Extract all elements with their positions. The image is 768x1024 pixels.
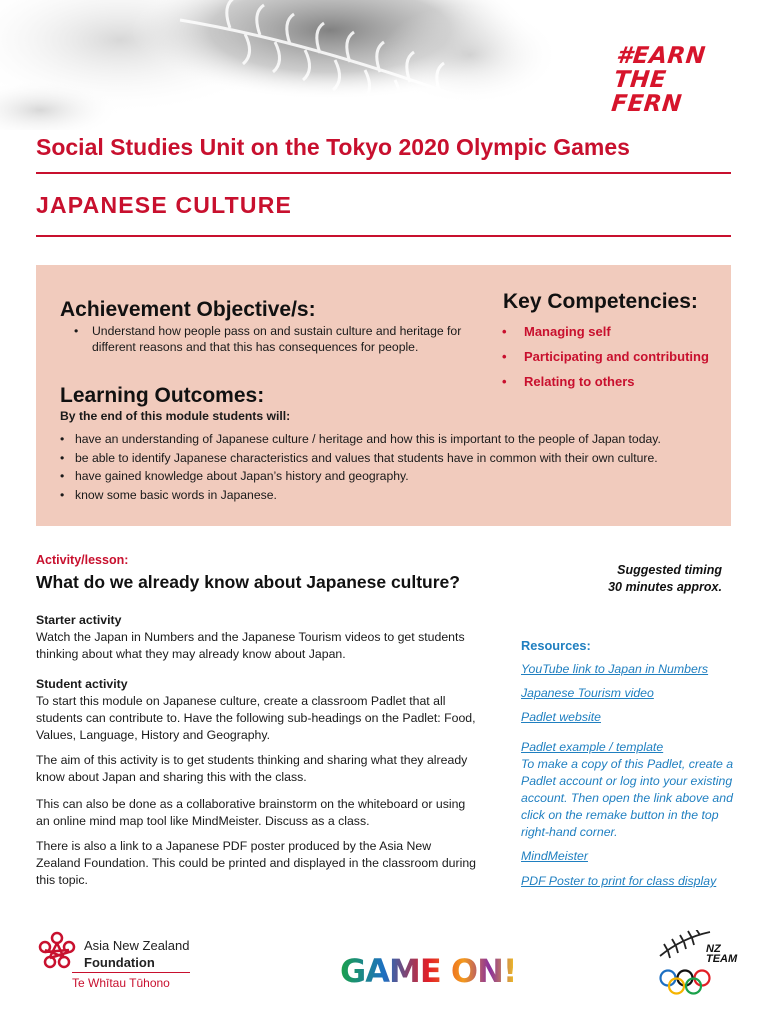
nz-team-line2: TEAM — [706, 953, 738, 965]
student-section — [36, 676, 476, 744]
timing-label: Suggested timing — [617, 563, 722, 577]
japan-in-numbers-link[interactable]: YouTube link to Japan in Numbers — [521, 662, 709, 676]
objectives-heading: Achievement Objective/s: — [60, 298, 316, 321]
nz-team-logo — [652, 930, 738, 1005]
mindmeister-link[interactable]: MindMeister — [521, 849, 588, 863]
tagline-line-2: THE FERN — [610, 67, 684, 117]
title-divider — [36, 172, 731, 174]
padlet-note: To make a copy of this Padlet, create a Padlet account or log into your existing account. Then open the link above and click on the remake button in the top right-hand corner. — [521, 757, 734, 839]
game-on-logo — [340, 952, 516, 990]
outcomes-intro: By the end of this module students will: — [60, 409, 291, 423]
competencies-list — [498, 324, 709, 399]
anzf-knot-icon — [36, 930, 78, 972]
student-text: To start this module on Japanese culture, create a classroom Padlet that all students can contribute to. Have the following sub-headings on the Padlet: Food, Values, Language, History and Geography. — [36, 694, 476, 742]
anzf-maori-name: Te Whītau Tūhono — [72, 972, 190, 990]
starter-text: Watch the Japan in Numbers and the Japanese Tourism videos to get students thinking about what they may already know about Japan. — [36, 630, 465, 661]
outcomes-heading: Learning Outcomes: — [60, 384, 265, 407]
brainstorm-text: This can also be done as a collaborative brainstorm on the whiteboard or using an online mind map tool like MindMeister. Discuss as a class. — [36, 797, 466, 828]
student-heading: Student activity — [36, 677, 128, 691]
list-item: • be able to identify Japanese characteristics and values that students have in common with their own culture. — [60, 450, 730, 469]
starter-section — [36, 612, 476, 663]
suggested-timing — [608, 562, 722, 596]
padlet-example-link[interactable]: Padlet example / template — [521, 740, 664, 754]
list-item: • Participating and contributing — [498, 349, 709, 374]
anzf-name-line1: Asia New Zealand — [84, 938, 190, 953]
unit-title: Social Studies Unit on the Tokyo 2020 Olympic Games — [36, 134, 630, 160]
topic-divider — [36, 235, 731, 237]
nz-team-line1: NZ — [706, 943, 721, 955]
padlet-website-link[interactable]: Padlet website — [521, 710, 601, 724]
list-item: • Understand how people pass on and sustain culture and heritage for different reasons and that this has consequences for people. — [58, 323, 478, 355]
list-item: • Managing self — [498, 324, 709, 349]
japanese-tourism-link[interactable]: Japanese Tourism video — [521, 686, 654, 700]
anzf-logo-text — [84, 937, 190, 971]
list-item: • have gained knowledge about Japan’s history and geography. — [60, 468, 730, 487]
activity-label: Activity/lesson: — [36, 553, 129, 567]
nz-team-emblem — [652, 930, 732, 1000]
timing-value: 30 minutes approx. — [608, 580, 722, 594]
activity-title: What do we already know about Japanese culture? — [36, 572, 460, 592]
list-item: • have an understanding of Japanese culture / heritage and how this is important to the people of Japan today. — [60, 431, 730, 450]
pdf-poster-link[interactable]: PDF Poster to print for class display — [521, 874, 717, 888]
resources-heading: Resources: — [521, 638, 591, 653]
list-item: • know some basic words in Japanese. — [60, 487, 730, 506]
earn-the-fern-logo — [610, 44, 738, 116]
nz-team-text — [706, 944, 737, 964]
game-on-text: GAME ON! — [340, 952, 517, 990]
list-item: • Relating to others — [498, 374, 709, 399]
starter-heading: Starter activity — [36, 613, 122, 627]
outcomes-list — [60, 431, 730, 506]
aim-text: The aim of this activity is to get students thinking and sharing what they already know about Japan and sharing this with the class. — [36, 753, 468, 784]
objectives-list — [58, 323, 478, 355]
anzf-name-line2: Foundation — [84, 955, 155, 970]
tagline-line-1: #EARN — [615, 43, 707, 69]
poster-text: There is also a link to a Japanese PDF poster produced by the Asia New Zealand Foundation. This could be printed and displayed in the classroom during this topic. — [36, 839, 477, 887]
competencies-heading: Key Competencies: — [503, 290, 698, 313]
topic-title: JAPANESE CULTURE — [36, 192, 293, 218]
